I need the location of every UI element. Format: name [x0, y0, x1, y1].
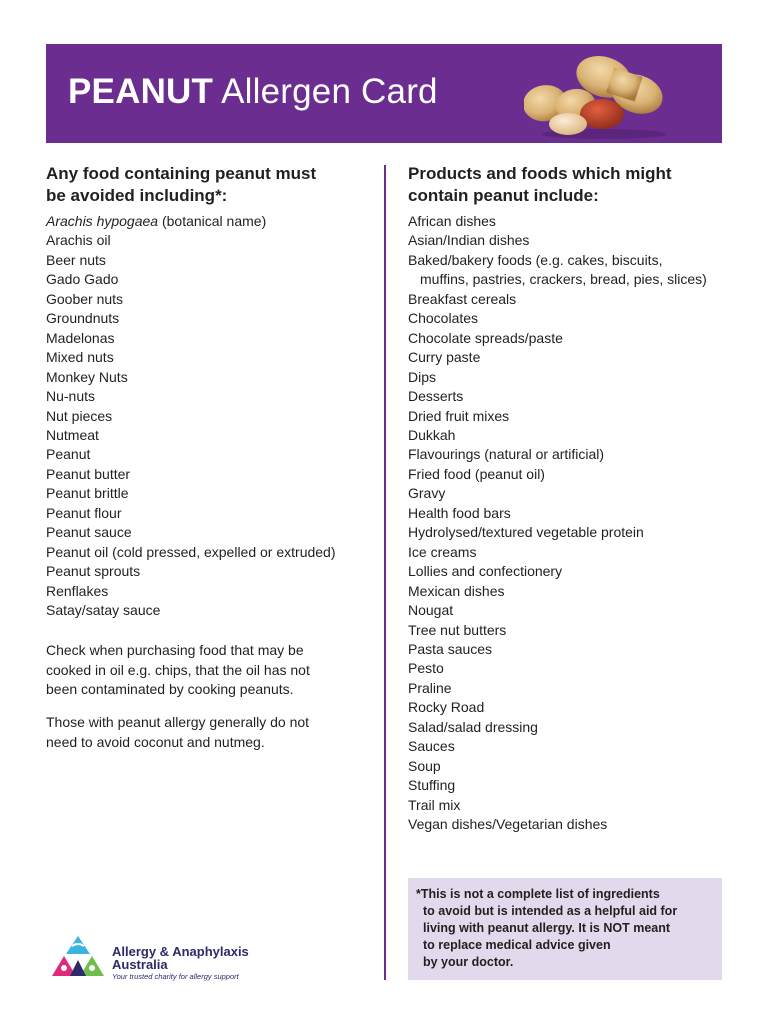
list-item: Dried fruit mixes — [408, 407, 510, 424]
peanut-photo-icon — [524, 50, 674, 140]
list-item: Goober nuts — [46, 290, 124, 307]
list-item: Mixed nuts — [46, 349, 114, 366]
title-bold: PEANUT — [68, 72, 214, 111]
logo-name: Allergy & Anaphylaxis Australia — [112, 944, 249, 972]
list-item: Curry paste — [408, 349, 481, 366]
list-item: Pesto — [408, 660, 444, 677]
list-item: Dips — [408, 368, 437, 385]
list-item: Peanut sprouts — [46, 563, 141, 580]
list-item: Praline — [408, 679, 452, 696]
list-item: Nut pieces — [46, 407, 113, 424]
avoid-list — [46, 212, 376, 621]
list-item: Vegan dishes/Vegetarian dishes — [408, 816, 608, 833]
may-contain-heading: Products and foods which might contain peanut include: — [408, 164, 672, 205]
list-item: Hydrolysed/textured vegetable protein — [408, 524, 644, 541]
may-contain-list — [408, 212, 728, 835]
list-item: Health food bars — [408, 504, 511, 521]
list-item: Arachis oil — [46, 232, 111, 249]
list-item: Mexican dishes — [408, 582, 505, 599]
list-item: Ice creams — [408, 543, 477, 560]
list-item: Nougat — [408, 602, 454, 619]
list-item: Chocolate spreads/paste — [408, 329, 563, 346]
list-item: Beer nuts — [46, 251, 106, 268]
list-item: Breakfast cereals — [408, 290, 517, 307]
list-item: Salad/salad dressing — [408, 718, 538, 735]
list-item: Soup — [408, 757, 441, 774]
list-item: Trail mix — [408, 796, 461, 813]
list-item: Flavourings (natural or artificial) — [408, 446, 605, 463]
list-item: Gado Gado — [46, 271, 119, 288]
list-item: African dishes — [408, 213, 496, 229]
avoid-heading: Any food containing peanut must be avoided including*: — [46, 164, 317, 205]
list-item: Rocky Road — [408, 699, 485, 716]
oil-check-note: Check when purchasing food that may be cooked in oil e.g. chips, that the oil has not been contaminated by cooking peanuts. — [46, 642, 310, 697]
list-item: Tree nut butters — [408, 621, 507, 638]
coconut-nutmeg-note: Those with peanut allergy generally do not need to avoid coconut and nutmeg. — [46, 714, 310, 750]
list-item: Peanut butter — [46, 465, 131, 482]
disclaimer-box: *This is not a complete list of ingredients to avoid but is intended as a helpful aid for living with peanut allergy. It is NOT meant to replace medical advice given by your doctor. — [408, 878, 722, 980]
list-item: Baked/bakery foods (e.g. cakes, biscuits, muffins, pastries, crackers, bread, pies, slices) — [408, 251, 707, 288]
list-item: Lollies and confectionery — [408, 563, 563, 580]
allergy-anaphylaxis-australia-logo-icon — [50, 934, 108, 982]
title-light: Allergen Card — [221, 72, 438, 111]
list-item: Chocolates — [408, 310, 479, 327]
list-item: Nu-nuts — [46, 388, 96, 405]
list-item: Fried food (peanut oil) — [408, 465, 545, 482]
list-item: Madelonas — [46, 329, 115, 346]
list-item: Stuffing — [408, 777, 456, 794]
list-item: Peanut sauce — [46, 524, 132, 541]
list-item: Monkey Nuts — [46, 368, 128, 385]
list-item: Peanut brittle — [46, 485, 129, 502]
list-item: Peanut — [46, 446, 91, 463]
header-banner — [46, 44, 722, 143]
page-title — [68, 72, 438, 112]
avoid-column — [46, 163, 376, 621]
allergy-anaphylaxis-australia-logo — [50, 934, 290, 984]
list-item: Peanut oil (cold pressed, expelled or extruded) — [46, 543, 336, 560]
list-item: Gravy — [408, 485, 446, 502]
list-item: Satay/satay sauce — [46, 602, 161, 619]
list-item: Groundnuts — [46, 310, 120, 327]
column-divider — [384, 165, 386, 980]
list-item: Pasta sauces — [408, 640, 493, 657]
list-item: Dukkah — [408, 426, 456, 443]
list-item: Nutmeat — [46, 426, 99, 443]
list-item: Peanut flour — [46, 504, 122, 521]
list-item: Asian/Indian dishes — [408, 232, 530, 249]
list-item: Renflakes — [46, 582, 109, 599]
list-item: Sauces — [408, 738, 455, 755]
list-item: Desserts — [408, 388, 464, 405]
logo-tagline: Your trusted charity for allergy support — [112, 972, 239, 981]
list-item: Arachis hypogaea (botanical name) — [46, 213, 267, 229]
may-contain-column — [408, 163, 728, 835]
